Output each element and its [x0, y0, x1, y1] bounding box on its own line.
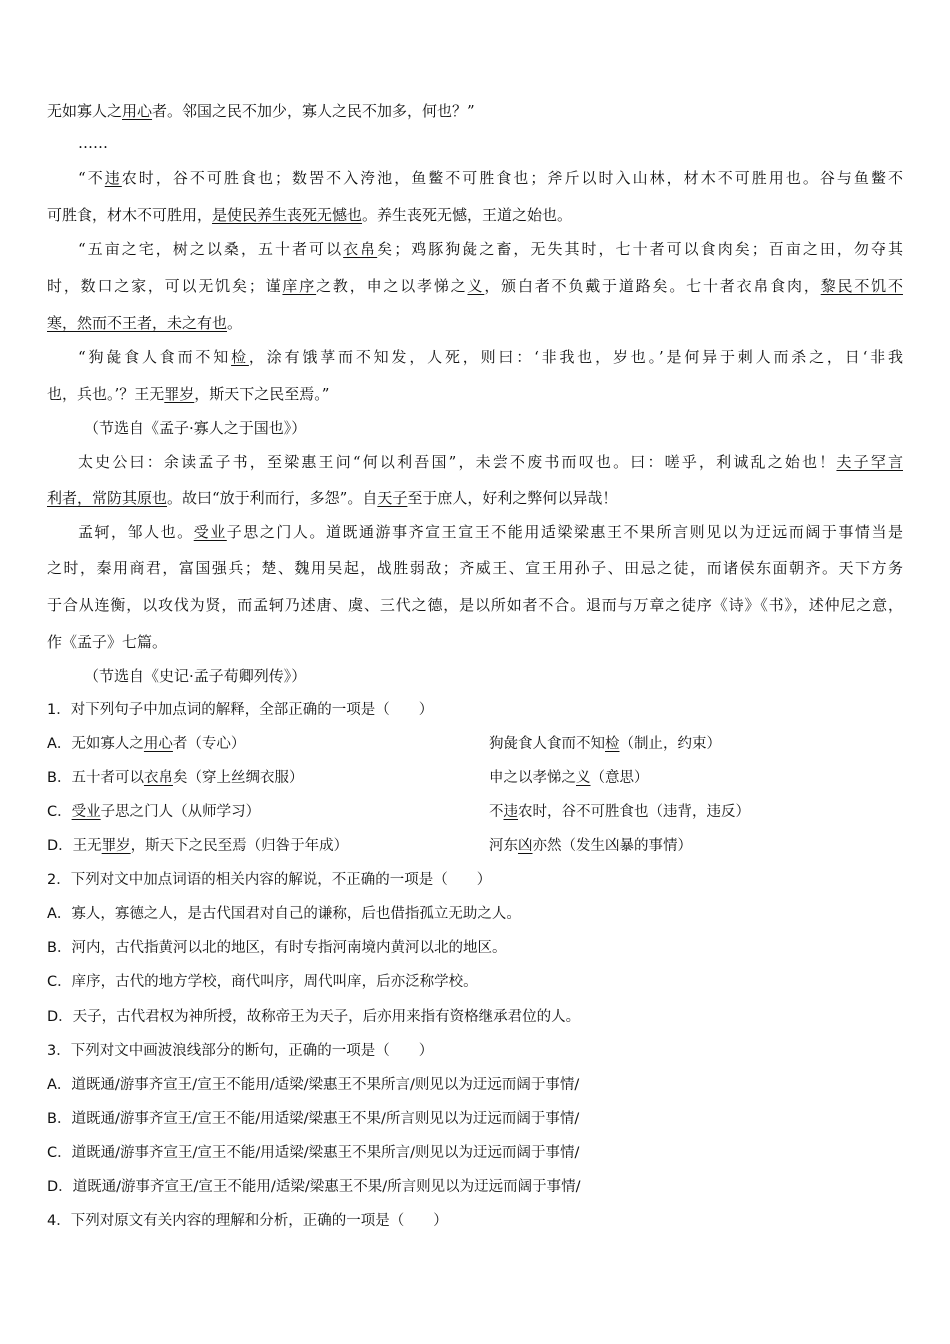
- text-run: 也，兵也。’？王无: [47, 385, 165, 403]
- text-run: A．无如寡人之: [47, 736, 144, 752]
- dotted-word: 罪岁: [164, 385, 195, 403]
- passage-line: [47, 205, 903, 225]
- passage-line: [47, 276, 903, 296]
- translation-sentence: 寒，然而不王者，未之有也: [47, 314, 228, 332]
- passage-line: [47, 101, 903, 121]
- passage-line: 之时，秦用商君，富国强兵；楚、魏用吴起，战胜弱敌；齐威王、宣王用孙子、田忌之徒，而诸侯东面朝齐。天下方务: [47, 559, 903, 577]
- question-3-option-a[interactable]: A．道既通/游事齐宣王/宣王不能用/适梁/梁惠王不果所言/则见以为迂远而阔于事情/: [47, 1077, 580, 1093]
- text-run: 孟轲，邹人也。: [78, 523, 194, 541]
- text-run: ，斯天下之民至焉（归咎于年成）: [130, 838, 349, 854]
- question-2-option-b[interactable]: B．河内，古代指黄河以北的地区，有时专指河南境内黄河以北的地区。: [47, 940, 507, 956]
- dotted-word: 义: [576, 770, 591, 786]
- ellipsis: ……: [78, 134, 108, 152]
- text-run: 。: [227, 314, 243, 332]
- question-1-option-a[interactable]: [47, 734, 903, 754]
- passage-line: [47, 313, 903, 333]
- text-run: （意思）: [590, 770, 649, 786]
- dotted-word: 义: [467, 277, 485, 295]
- text-run: 至于庶人，好利之弊何以异哉！: [407, 489, 618, 507]
- text-run: 农时，谷不可胜食也；数罟不入洿池，鱼鳖不可胜食也；斧斤以时入山林，材木不可胜用也。谷与鱼鳖不: [121, 169, 903, 187]
- translation-sentence: 是使民养生丧死无憾也: [212, 206, 363, 224]
- passage-line: [78, 347, 903, 367]
- option-a-second: [489, 734, 721, 754]
- dotted-word: 受业: [71, 804, 101, 820]
- question-1-option-c[interactable]: [47, 802, 903, 822]
- question-2-option-c[interactable]: C．庠序，古代的地方学校，商代叫序，周代叫庠，后亦泛称学校。: [47, 974, 478, 990]
- dotted-word: 用心: [143, 736, 173, 752]
- dotted-word: 受业: [193, 523, 227, 541]
- question-3-option-b[interactable]: B．道既通/游事齐宣王/宣王不能/用适梁/梁惠王不果/所言则见以为迂远而阔于事情/: [47, 1111, 580, 1127]
- text-run: 者。邻国之民不加少，寡人之民不加多，何也？”: [152, 102, 475, 120]
- text-run: ，涂有饿莩而不知发，人死，则曰：‘非我也，岁也。’是何异于刺人而杀之，日‘非我: [248, 348, 903, 366]
- text-run: D．王无: [47, 838, 102, 854]
- text-run: 。养生丧死无憾，王道之始也。: [362, 206, 573, 224]
- text-run: 亦然（发生凶暴的事情）: [532, 838, 692, 854]
- translation-sentence: 利者，常防其原也: [47, 489, 168, 507]
- text-run: 者（专心）: [172, 736, 246, 752]
- option-d-second: [489, 836, 692, 856]
- question-2-option-a[interactable]: A．寡人，寡德之人，是古代国君对自己的谦称，后也借指孤立无助之人。: [47, 906, 521, 922]
- text-run: 无如寡人之: [47, 102, 123, 120]
- question-1-option-d[interactable]: [47, 836, 903, 856]
- text-run: 太史公曰：余读孟子书，至梁惠王问“何以利吾国”，未尝不废书而叹也。曰：嗟乎，利诚乱之始也！: [78, 453, 837, 471]
- option-c-second: [489, 802, 750, 822]
- text-run: 狗彘食人食而不知: [489, 736, 605, 752]
- text-run: 子思之门人（从师学习）: [100, 804, 261, 820]
- text-run: 矣；鸡豚狗彘之畜，无失其时，七十者可以食肉矣；百亩之田，勿夺其: [377, 240, 903, 258]
- source-citation: （节选自《史记·孟子荀卿列传》）: [84, 667, 307, 685]
- dotted-word: 违: [104, 169, 122, 187]
- text-run: 可胜食，材木不可胜用，: [47, 206, 213, 224]
- translation-sentence: 夫子罕言: [836, 453, 903, 471]
- question-2-option-d[interactable]: D．天子，古代君权为神所授，故称帝王为天子，后亦用来指有资格继承君位的人。: [47, 1009, 581, 1025]
- text-run: 时，数口之家，可以无饥矣；谨: [47, 277, 283, 295]
- text-run: “五亩之宅，树之以桑，五十者可以: [78, 240, 344, 258]
- text-run: ，颁白者不负戴于道路矣。七十者衣帛食肉，: [484, 277, 821, 295]
- text-run: （制止，约束）: [619, 736, 721, 752]
- text-run: C．: [47, 804, 72, 820]
- text-run: 河东: [489, 838, 518, 854]
- text-run: 。故曰“放于利而行，多怨”。自: [167, 489, 378, 507]
- text-run: 之教，申之以孝悌之: [316, 277, 468, 295]
- text-run: “不: [78, 169, 105, 187]
- translation-sentence: 黎民不饥不: [820, 277, 903, 295]
- text-run: 不: [489, 804, 504, 820]
- question-2-stem: 2．下列对文中加点词语的相关内容的解说，不正确的一项是（ ）: [47, 872, 492, 888]
- passage-line: [78, 239, 903, 259]
- text-run: 申之以孝悌之: [489, 770, 576, 786]
- text-run: 矣（穿上丝绸衣服）: [172, 770, 304, 786]
- passage-line: [78, 522, 903, 542]
- question-4-stem: 4．下列对原文有关内容的理解和分析，正确的一项是（ ）: [47, 1213, 448, 1229]
- passage-line: [78, 452, 903, 472]
- dotted-word: 庠序: [282, 277, 317, 295]
- text-run: B．五十者可以: [47, 770, 144, 786]
- text-run: ，斯天下之民至焉。”: [194, 385, 330, 403]
- dotted-word: 违: [503, 804, 518, 820]
- text-run: 农时，谷不可胜食也（违背，违反）: [518, 804, 750, 820]
- dotted-word: 衣帛: [343, 240, 378, 258]
- passage-line: 作《孟子》七篇。: [47, 633, 168, 651]
- source-citation: （节选自《孟子·寡人之于国也》）: [84, 419, 307, 437]
- dotted-word: 天子: [377, 489, 408, 507]
- option-b-second: [489, 768, 649, 788]
- passage-line: [47, 488, 903, 508]
- dotted-word: 罪岁: [101, 838, 131, 854]
- passage-line: 于合从连衡，以攻伐为贤，而孟轲乃述唐、虞、三代之德，是以所如者不合。退而与万章之徒序《诗》《书》，述仲尼之意，: [47, 596, 903, 614]
- dotted-word: 检: [605, 736, 620, 752]
- dotted-word: 凶: [518, 838, 533, 854]
- passage-line: [78, 168, 903, 188]
- question-1-option-b[interactable]: [47, 768, 903, 788]
- dotted-word: 衣帛: [143, 770, 173, 786]
- question-3-option-d[interactable]: D．道既通/游事齐宣王/宣王不能用/适梁/梁惠王不果/所言则见以为迂远而阔于事情/: [47, 1179, 581, 1195]
- wavy-line-text: 子思之门人。道既通游事齐宣王宣王不能用适梁梁惠王不果所言则见以为迂远而阔于事情当是: [226, 523, 903, 541]
- question-3-option-c[interactable]: C．道既通/游事齐宣王/宣王不能/用适梁/梁惠王不果所言/则见以为迂远而阔于事情/: [47, 1145, 580, 1161]
- question-3-stem: 3．下列对文中画波浪线部分的断句，正确的一项是（ ）: [47, 1043, 434, 1059]
- text-run: “狗彘食人食而不知: [78, 348, 232, 366]
- question-1-stem: 1．对下列句子中加点词的解释，全部正确的一项是（ ）: [47, 702, 434, 718]
- dotted-word: 检: [231, 348, 249, 366]
- dotted-word: 用心: [122, 102, 153, 120]
- passage-line: [47, 384, 903, 404]
